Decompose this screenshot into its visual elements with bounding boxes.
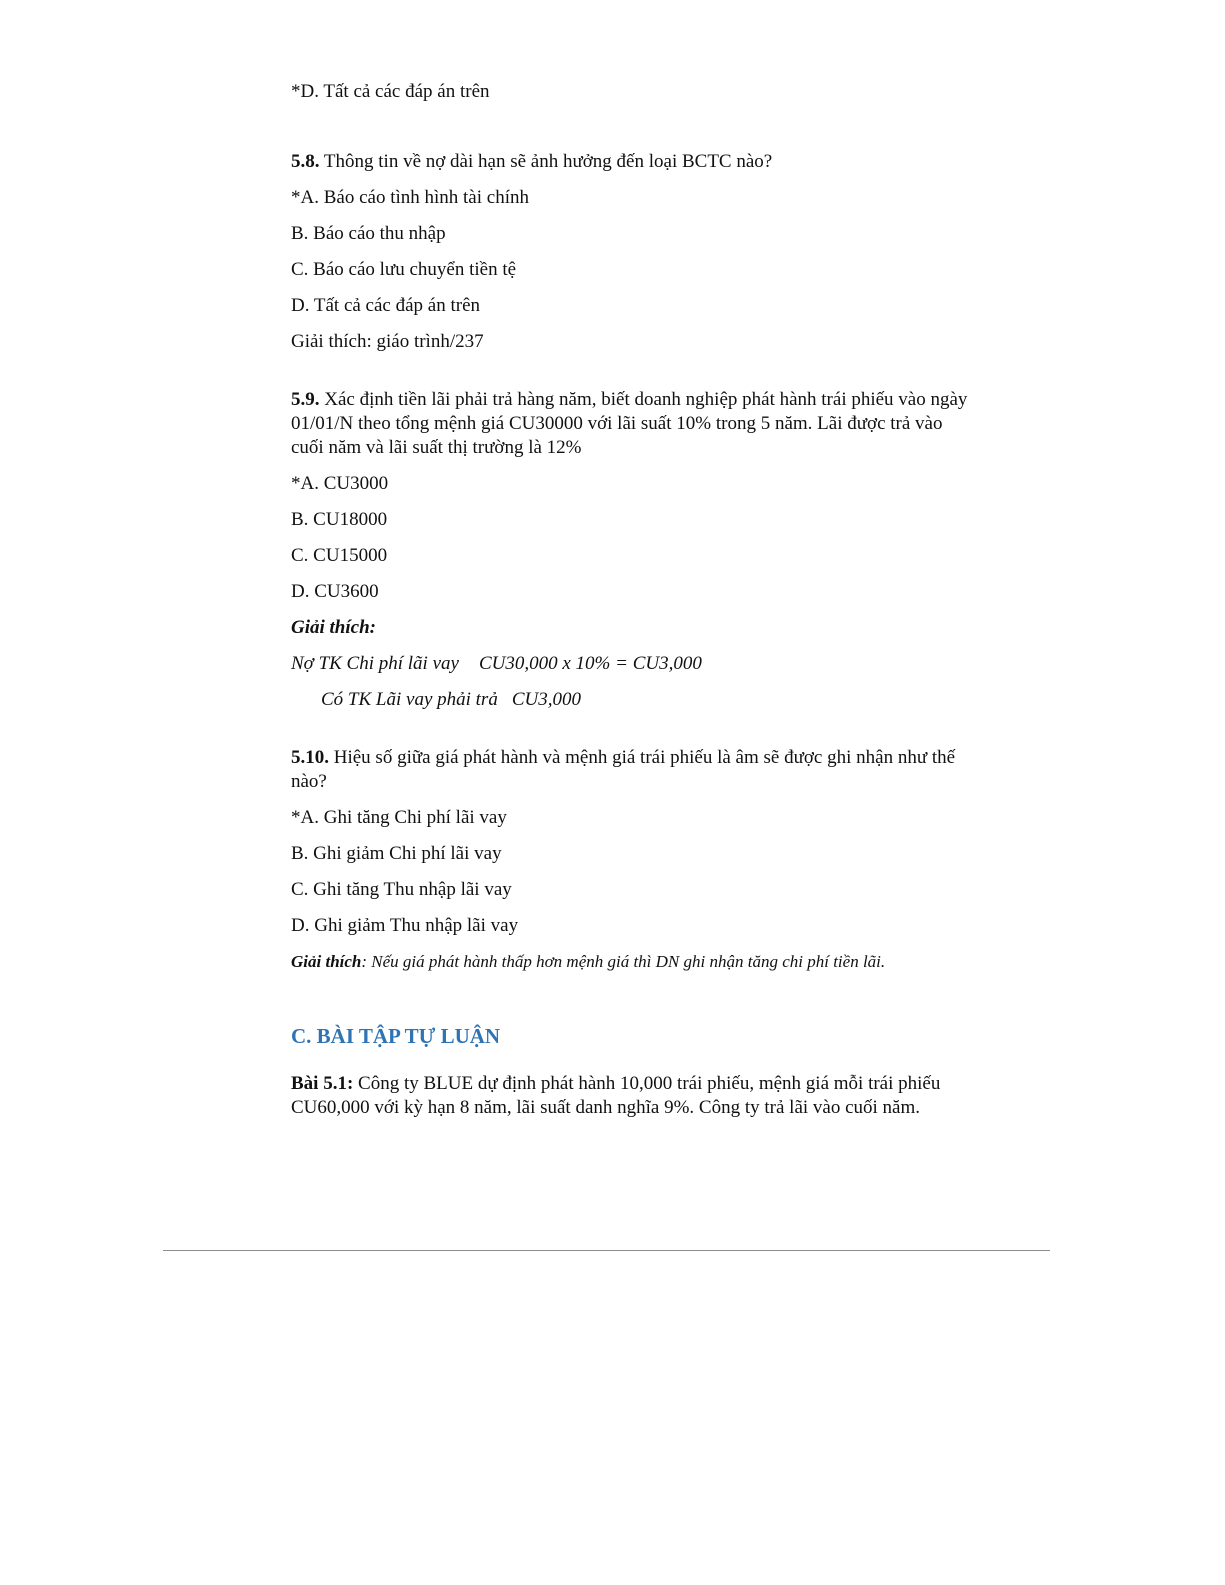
question-5-9-option-d: D. CU3600 bbox=[291, 581, 379, 602]
footer-divider bbox=[163, 1250, 1050, 1251]
question-5-9-option-b: B. CU18000 bbox=[291, 509, 388, 530]
question-5-9-explanation-label: Giải thích: bbox=[291, 617, 376, 638]
exercise-5-1-text: Công ty BLUE dự định phát hành 10,000 trái phiếu, mệnh giá mỗi trái phiếu CU60,000 với kỳ hạn 8 năm, lãi suất danh nghĩa 9%. Công ty trả lãi vào cuối năm. bbox=[291, 1073, 941, 1118]
exercise-5-1 bbox=[291, 1072, 971, 1120]
question-5-8-option-b: B. Báo cáo thu nhập bbox=[291, 223, 446, 244]
question-5-10-explanation-text: : Nếu giá phát hành thấp hơn mệnh giá thì DN ghi nhận tăng chi phí tiền lãi. bbox=[361, 952, 886, 971]
question-5-9-option-a: *A. CU3000 bbox=[291, 473, 389, 494]
question-5-9-number: 5.9. bbox=[291, 389, 320, 410]
question-5-9-text: Xác định tiền lãi phải trả hàng năm, biết doanh nghiệp phát hành trái phiếu vào ngày 01/01/N theo tổng mệnh giá CU30000 với lãi suất 10% trong 5 năm. Lãi được trả vào cuối năm và lãi suất thị trường là 12% bbox=[291, 389, 968, 458]
question-5-10-option-d: D. Ghi giảm Thu nhập lãi vay bbox=[291, 915, 519, 936]
journal-entry-credit bbox=[291, 688, 971, 712]
credit-account-label: Có TK Lãi vay phải trả bbox=[321, 689, 498, 710]
page-content bbox=[291, 80, 971, 1120]
question-5-9-option-c: C. CU15000 bbox=[291, 545, 388, 566]
question-5-8-text: Thông tin về nợ dài hạn sẽ ảnh hưởng đến loại BCTC nào? bbox=[319, 151, 773, 172]
question-5-10 bbox=[291, 746, 971, 974]
credit-amount: CU3,000 bbox=[511, 689, 581, 710]
question-5-8-title bbox=[291, 150, 971, 174]
question-5-8-number: 5.8. bbox=[291, 151, 320, 172]
question-5-8-option-a: *A. Báo cáo tình hình tài chính bbox=[291, 187, 529, 208]
question-5-8 bbox=[291, 150, 971, 354]
exercise-5-1-label: Bài 5.1: bbox=[291, 1073, 354, 1094]
debit-account-label: Nợ TK Chi phí lãi vay bbox=[291, 653, 459, 674]
question-5-8-option-c: C. Báo cáo lưu chuyển tiền tệ bbox=[291, 259, 517, 280]
previous-question-answer: *D. Tất cả các đáp án trên bbox=[291, 81, 490, 102]
question-5-9 bbox=[291, 388, 971, 712]
journal-entry-debit bbox=[291, 652, 971, 676]
question-5-9-title bbox=[291, 388, 971, 460]
section-c-heading: C. BÀI TẬP TỰ LUẬN bbox=[291, 1024, 501, 1048]
question-5-10-option-a: *A. Ghi tăng Chi phí lãi vay bbox=[291, 807, 507, 828]
question-5-10-title bbox=[291, 746, 971, 794]
question-5-10-option-b: B. Ghi giảm Chi phí lãi vay bbox=[291, 843, 502, 864]
question-5-10-text: Hiệu số giữa giá phát hành và mệnh giá trái phiếu là âm sẽ được ghi nhận như thế nào? bbox=[291, 747, 956, 792]
question-5-8-explanation: Giải thích: giáo trình/237 bbox=[291, 331, 484, 352]
question-5-8-option-d: D. Tất cả các đáp án trên bbox=[291, 295, 481, 316]
question-5-10-option-c: C. Ghi tăng Thu nhập lãi vay bbox=[291, 879, 512, 900]
debit-amount: CU30,000 x 10% = CU3,000 bbox=[478, 653, 702, 674]
question-5-10-explanation-label: Giải thích bbox=[291, 952, 362, 971]
question-5-10-explanation bbox=[291, 950, 971, 974]
question-5-10-number: 5.10. bbox=[291, 747, 329, 768]
